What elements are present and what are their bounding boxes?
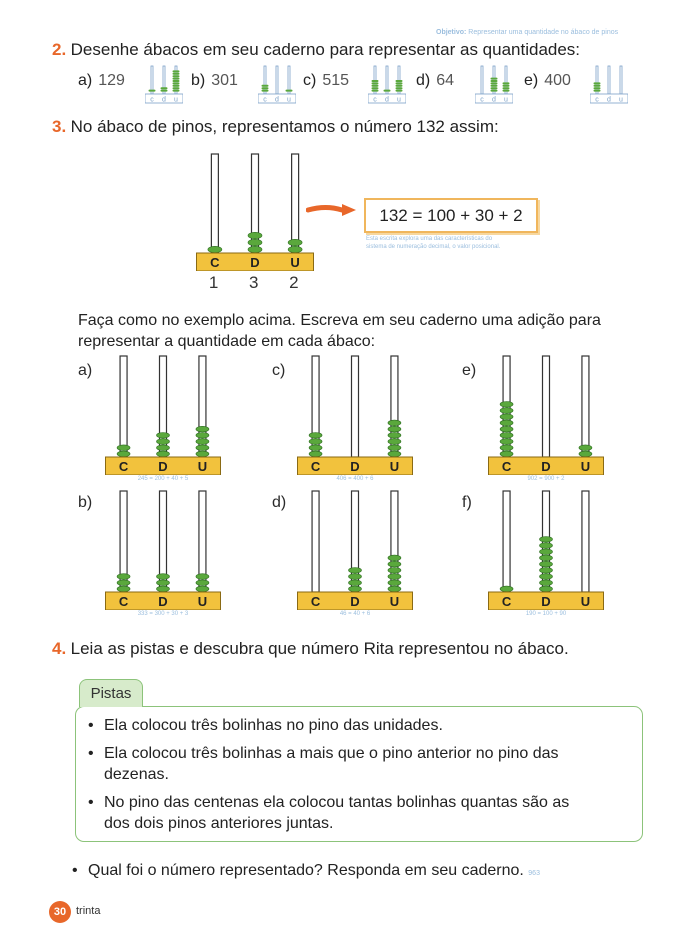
abacus-bead	[500, 426, 513, 432]
abacus-bead	[309, 445, 322, 451]
abacus-bead	[540, 561, 553, 567]
mini-bead	[594, 87, 601, 89]
abacus-rod	[582, 491, 589, 592]
mini-abacus-4	[590, 64, 628, 104]
mini-bead	[372, 80, 379, 82]
abacus-bead	[388, 451, 401, 457]
answer-note: 963	[528, 870, 540, 877]
abacus-bead	[196, 580, 209, 586]
mini-bead	[262, 85, 269, 87]
abacus-bead	[540, 580, 553, 586]
q2-item-label: b)	[191, 72, 206, 89]
abacus-bead	[288, 246, 302, 252]
abacus-bead	[157, 433, 170, 439]
exercise-abacus	[488, 490, 604, 610]
mini-place-label: c	[595, 96, 599, 104]
abacus-bead	[500, 586, 513, 592]
abacus-bead	[196, 586, 209, 592]
mini-bead	[491, 85, 498, 87]
abacus-bead	[540, 568, 553, 574]
abacus-bead	[388, 445, 401, 451]
abacus-bead	[157, 451, 170, 457]
abacus-bead	[157, 586, 170, 592]
abacus-place-label: D	[250, 255, 260, 270]
abacus-bead	[388, 574, 401, 580]
mini-rod	[620, 66, 622, 94]
final-question: • Qual foi o número representado? Responda em seu caderno. 963	[72, 862, 540, 879]
mini-bead	[396, 90, 403, 92]
abacus-bead	[248, 239, 262, 245]
example-digit: 3	[249, 273, 259, 292]
abacus-place-label: C	[210, 255, 220, 270]
q2-item-0	[78, 72, 125, 90]
abacus-bead	[500, 451, 513, 457]
abacus-bead	[540, 586, 553, 592]
mini-bead	[372, 82, 379, 84]
abacus-bead	[248, 232, 262, 238]
abacus-bead	[500, 402, 513, 408]
mini-bead	[491, 78, 498, 80]
abacus-place-label: U	[580, 594, 591, 609]
abacus-bead	[349, 580, 362, 586]
mini-bead	[396, 82, 403, 84]
abacus-bead	[157, 580, 170, 586]
abacus-place-label: U	[290, 255, 300, 270]
mini-bead	[173, 73, 180, 75]
mini-place-label: c	[480, 96, 484, 104]
abacus-bead	[540, 574, 553, 580]
abacus-bead	[349, 568, 362, 574]
question-3-text: No ábaco de pinos, representamos o número 132 assim:	[70, 117, 499, 136]
q2-item-label: a)	[78, 72, 93, 89]
mini-place-label: u	[619, 96, 623, 104]
mini-rod	[276, 66, 278, 94]
mini-rod	[481, 66, 483, 94]
abacus-answer: 46 = 40 + 6	[339, 611, 371, 617]
abacus-answer: 245 = 200 + 40 + 5	[137, 476, 189, 482]
q2-item-label: e)	[524, 72, 539, 89]
mini-abacus-3	[475, 64, 513, 104]
abacus-bead	[349, 574, 362, 580]
abacus-bead	[388, 426, 401, 432]
exercise-abacus	[488, 355, 604, 475]
mini-bead	[396, 87, 403, 89]
mini-bead	[173, 90, 180, 92]
abacus-label: d)	[272, 494, 287, 511]
q2-item-label: c)	[303, 72, 317, 89]
abacus-answer: 333 = 300 + 30 + 3	[137, 611, 189, 617]
abacus-bead	[540, 543, 553, 549]
mini-place-label: d	[492, 96, 496, 104]
abacus-bead	[157, 445, 170, 451]
abacus-bead	[196, 451, 209, 457]
abacus-bead	[196, 574, 209, 580]
abacus-label: b)	[78, 494, 93, 511]
example-digit: 1	[208, 273, 219, 292]
abacus-bead	[388, 568, 401, 574]
mini-bead	[491, 90, 498, 92]
abacus-place-label: C	[118, 594, 129, 609]
abacus-bead	[117, 574, 130, 580]
abacus-label: e)	[462, 362, 477, 379]
abacus-bead	[208, 246, 222, 252]
clue-2: • Ela colocou três bolinhas a mais que o pino anterior no pino das dezenas.	[88, 745, 559, 783]
abacus-place-label: D	[158, 459, 168, 474]
abacus-answer: 406 = 400 + 6	[336, 476, 374, 482]
abacus-place-label: C	[118, 459, 129, 474]
mini-bead	[372, 87, 379, 89]
example-abacus-drawing	[196, 153, 314, 271]
abacus-bead	[388, 439, 401, 445]
abacus-bead	[309, 433, 322, 439]
mini-bead	[372, 90, 379, 92]
abacus-bead	[117, 445, 130, 451]
abacus-label: a)	[78, 362, 93, 379]
abacus-place-label: D	[350, 459, 360, 474]
question-4-number: 4.	[52, 639, 67, 658]
mini-bead	[503, 90, 510, 92]
abacus-place-label: U	[580, 459, 591, 474]
mini-bead	[594, 90, 601, 92]
mini-bead	[594, 85, 601, 87]
question-3-heading	[52, 117, 499, 137]
page-number: 30	[49, 901, 71, 923]
mini-abacus-2	[368, 64, 406, 104]
abacus-bead	[196, 433, 209, 439]
example-equation: 132 = 100 + 30 + 2	[364, 198, 538, 233]
abacus-bead	[196, 445, 209, 451]
q2-item-value: 400	[544, 72, 571, 89]
abacus-bead	[540, 537, 553, 543]
abacus-bead	[196, 439, 209, 445]
clues-tab: Pistas	[79, 679, 143, 707]
page-word: trinta	[76, 905, 101, 917]
q2-item-1	[191, 72, 238, 90]
abacus-bead	[388, 561, 401, 567]
mini-place-label: d	[385, 96, 389, 104]
abacus-bead	[388, 420, 401, 426]
q2-item-value: 515	[322, 72, 350, 89]
abacus-rod	[582, 356, 589, 457]
mini-bead	[161, 90, 168, 92]
abacus-bead	[500, 433, 513, 439]
abacus-bead	[388, 555, 401, 561]
mini-bead	[491, 82, 498, 84]
abacus-bead	[288, 239, 302, 245]
mini-place-label: u	[287, 96, 291, 104]
mini-bead	[503, 87, 510, 89]
instruction-line-2: representar a quantidade em cada ábaco:	[78, 333, 376, 350]
mini-place-label: d	[275, 96, 279, 104]
exercise-abacus	[297, 490, 413, 610]
mini-bead	[286, 90, 293, 92]
abacus-place-label: D	[541, 459, 551, 474]
abacus-bead	[540, 555, 553, 561]
mini-place-label: u	[397, 96, 401, 104]
abacus-bead	[579, 451, 592, 457]
abacus-bead	[196, 426, 209, 432]
abacus-place-label: C	[310, 459, 321, 474]
teacher-note-line-1: Esta escrita explora uma das características do	[366, 236, 493, 242]
q2-item-label: d)	[416, 72, 431, 89]
q2-item-4	[524, 72, 571, 90]
mini-bead	[503, 85, 510, 87]
question-2-number: 2.	[52, 40, 67, 59]
abacus-bead	[117, 580, 130, 586]
abacus-place-label: C	[501, 459, 512, 474]
abacus-answer: 902 = 900 + 2	[527, 476, 565, 482]
mini-bead	[384, 90, 391, 92]
abacus-place-label: U	[389, 594, 400, 609]
arrow-icon	[306, 202, 358, 218]
abacus-bead	[309, 439, 322, 445]
abacus-rod	[543, 356, 550, 457]
mini-bead	[173, 87, 180, 89]
mini-bead	[262, 87, 269, 89]
mini-bead	[491, 80, 498, 82]
example-digit: 2	[289, 273, 299, 292]
mini-bead	[173, 85, 180, 87]
exercise-abacus	[105, 490, 221, 610]
mini-place-label: d	[607, 96, 611, 104]
question-3-number: 3.	[52, 117, 67, 136]
mini-rod	[608, 66, 610, 94]
mini-bead	[503, 82, 510, 84]
question-4-text: Leia as pistas e descubra que número Rita representou no ábaco.	[70, 639, 569, 658]
mini-bead	[161, 87, 168, 89]
question-2-text: Desenhe ábacos em seu caderno para representar as quantidades:	[70, 40, 581, 59]
abacus-bead	[117, 451, 130, 457]
mini-bead	[173, 75, 180, 77]
abacus-bead	[500, 439, 513, 445]
abacus-place-label: C	[310, 594, 321, 609]
mini-bead	[372, 85, 379, 87]
abacus-place-label: D	[541, 594, 551, 609]
mini-bead	[173, 78, 180, 80]
mini-bead	[173, 80, 180, 82]
q2-item-value: 129	[98, 72, 125, 89]
q2-item-2	[303, 72, 349, 90]
abacus-bead	[157, 574, 170, 580]
q2-item-3	[416, 72, 454, 90]
abacus-label: f)	[462, 494, 472, 511]
abacus-rod	[312, 491, 319, 592]
abacus-bead	[349, 586, 362, 592]
abacus-bead	[500, 445, 513, 451]
abacus-bead	[540, 549, 553, 555]
mini-bead	[173, 82, 180, 84]
abacus-rod	[120, 356, 127, 457]
abacus-rod	[352, 356, 359, 457]
mini-place-label: c	[373, 96, 377, 104]
exercise-abacus	[105, 355, 221, 475]
mini-place-label: u	[174, 96, 178, 104]
abacus-label: c)	[272, 362, 286, 379]
abacus-bead	[388, 433, 401, 439]
mini-abacus-0	[145, 64, 183, 104]
instruction-line-1: Faça como no exemplo acima. Escreva em seu caderno uma adição para	[78, 312, 601, 329]
abacus-bead	[157, 439, 170, 445]
q2-item-value: 301	[211, 72, 238, 89]
abacus-bead	[500, 408, 513, 414]
mini-place-label: d	[162, 96, 166, 104]
mini-bead	[173, 70, 180, 72]
abacus-bead	[248, 246, 262, 252]
mini-bead	[396, 85, 403, 87]
abacus-rod	[503, 491, 510, 592]
abacus-bead	[500, 414, 513, 420]
abacus-rod	[292, 154, 299, 253]
mini-abacus-1	[258, 64, 296, 104]
abacus-place-label: U	[197, 594, 208, 609]
abacus-place-label: D	[158, 594, 168, 609]
mini-bead	[396, 80, 403, 82]
question-4-heading	[52, 639, 569, 659]
abacus-bead	[388, 580, 401, 586]
abacus-place-label: U	[197, 459, 208, 474]
abacus-place-label: U	[389, 459, 400, 474]
mini-bead	[594, 82, 601, 84]
q2-item-value: 64	[436, 72, 455, 89]
objective-note: Objetivo: Representar uma quantidade no ábaco de pinos	[436, 29, 619, 36]
mini-place-label: c	[263, 96, 267, 104]
clue-3: • No pino das centenas ela colocou tantas bolinhas quantas são as dos dois pinos anteriores juntas.	[88, 794, 570, 832]
abacus-rod	[211, 154, 218, 253]
abacus-answer: 190 = 100 + 90	[525, 611, 567, 617]
abacus-bead	[579, 445, 592, 451]
abacus-place-label: D	[350, 594, 360, 609]
mini-bead	[149, 90, 156, 92]
mini-place-label: c	[150, 96, 154, 104]
mini-place-label: u	[504, 96, 508, 104]
clue-1: • Ela colocou três bolinhas no pino das unidades.	[88, 717, 443, 734]
abacus-bead	[500, 420, 513, 426]
abacus-place-label: C	[501, 594, 512, 609]
question-2-heading	[52, 40, 580, 60]
abacus-bead	[117, 586, 130, 592]
exercise-abacus	[297, 355, 413, 475]
teacher-note-line-2: sistema de numeração decimal, o valor posicional.	[366, 244, 501, 250]
mini-bead	[491, 87, 498, 89]
abacus-bead	[388, 586, 401, 592]
abacus-bead	[309, 451, 322, 457]
mini-bead	[262, 90, 269, 92]
